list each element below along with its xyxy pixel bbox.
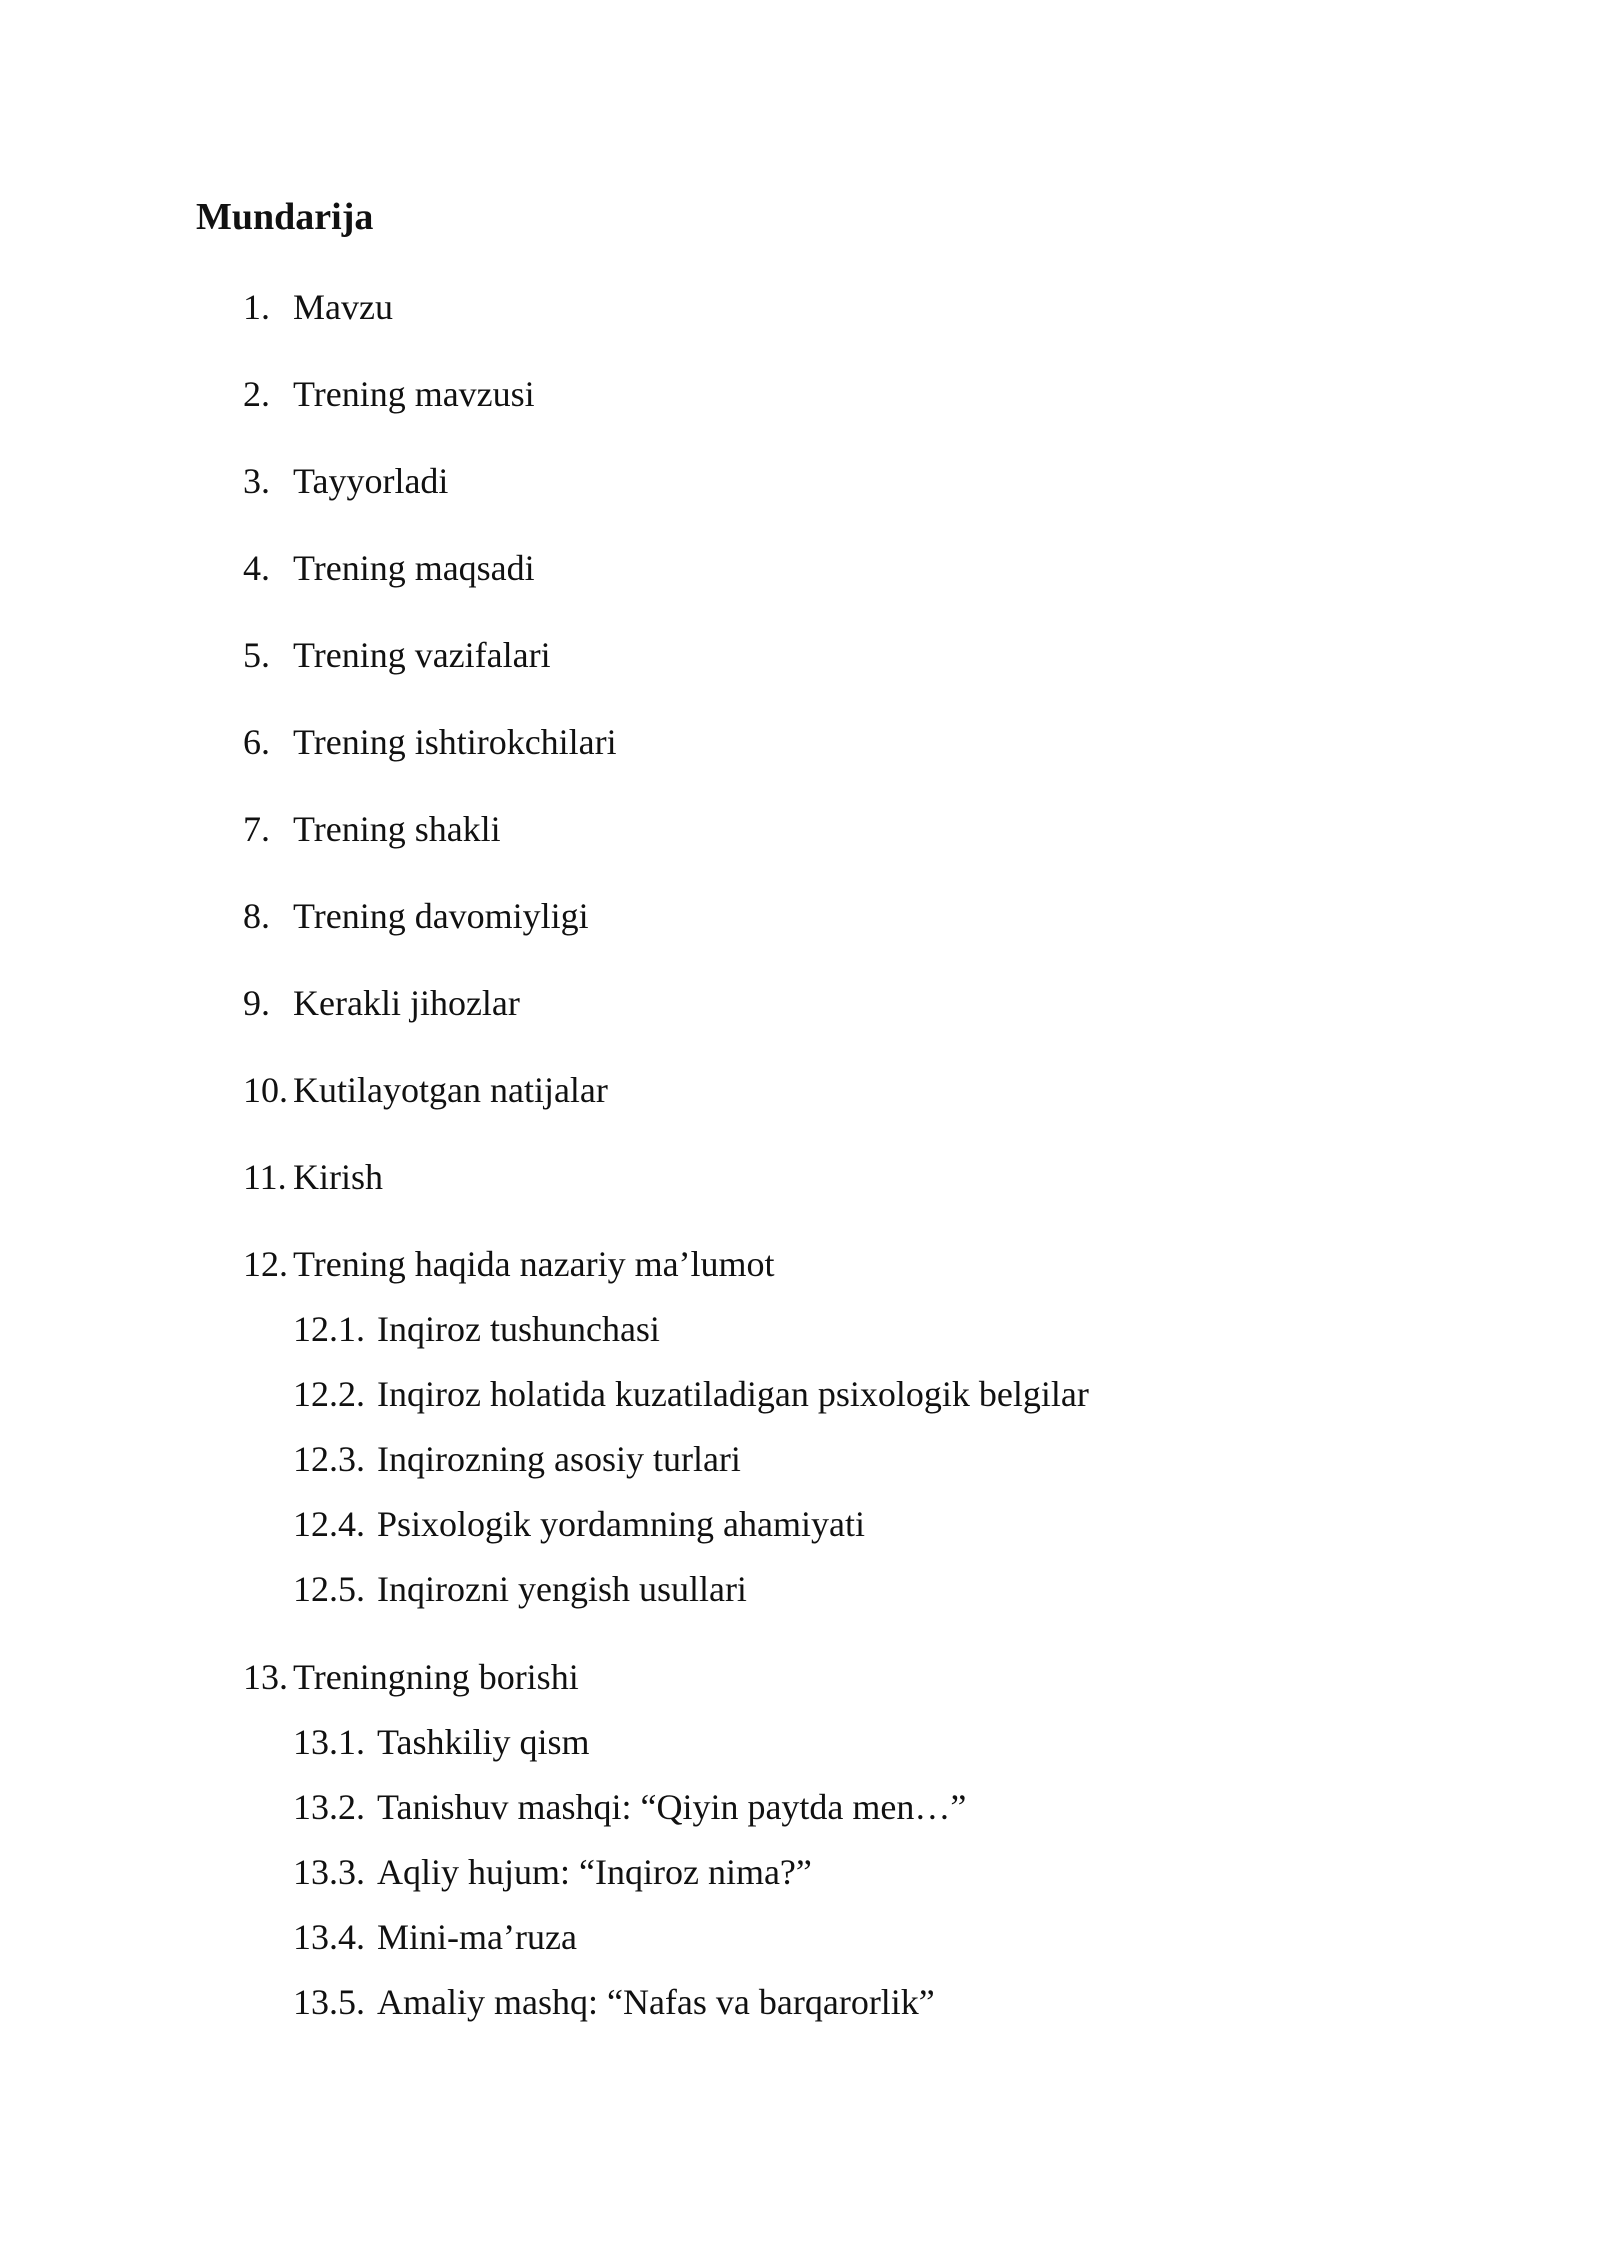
- toc-item-number: 11.: [243, 1157, 287, 1197]
- toc-item-number: 3.: [243, 461, 270, 501]
- toc-item-label: Treningning borishi: [293, 1657, 579, 1697]
- toc-subitem-number: 12.2.: [293, 1374, 365, 1414]
- toc-subitem-label: Psixologik yordamning ahamiyati: [377, 1504, 865, 1544]
- toc-item-number: 4.: [243, 548, 270, 588]
- toc-subitem-label: Amaliy mashq: “Nafas va barqarorlik”: [377, 1982, 935, 2022]
- toc-subitem-label: Tashkiliy qism: [377, 1722, 590, 1762]
- toc-item-number: 2.: [243, 374, 270, 414]
- toc-item-label: Trening ishtirokchilari: [293, 722, 617, 762]
- toc-subitem-number: 12.3.: [293, 1439, 365, 1479]
- toc-subitem-number: 12.4.: [293, 1504, 365, 1544]
- toc-subitem-number: 13.3.: [293, 1852, 365, 1892]
- toc-item-label: Trening haqida nazariy ma’lumot: [293, 1244, 775, 1284]
- toc-subitem-label: Inqiroz tushunchasi: [377, 1309, 660, 1349]
- toc-item-label: Mavzu: [293, 287, 393, 327]
- toc-subitem-number: 13.5.: [293, 1982, 365, 2022]
- toc-item-label: Kutilayotgan natijalar: [293, 1070, 608, 1110]
- toc-item-number: 12.: [243, 1244, 288, 1284]
- toc-item-label: Trening davomiyligi: [293, 896, 589, 936]
- toc-item-label: Trening maqsadi: [293, 548, 535, 588]
- page-title: Mundarija: [196, 196, 374, 238]
- toc-subitem-label: Inqirozning asosiy turlari: [377, 1439, 741, 1479]
- toc-subitem-label: Aqliy hujum: “Inqiroz nima?”: [377, 1852, 812, 1892]
- toc-item-number: 8.: [243, 896, 270, 936]
- toc-item-label: Kirish: [293, 1157, 383, 1197]
- toc-subitem-number: 12.1.: [293, 1309, 365, 1349]
- toc-item-label: Trening mavzusi: [293, 374, 535, 414]
- toc-item-number: 6.: [243, 722, 270, 762]
- toc-subitem-number: 13.2.: [293, 1787, 365, 1827]
- toc-item-label: Kerakli jihozlar: [293, 983, 520, 1023]
- toc-item-number: 13.: [243, 1657, 288, 1697]
- toc-subitem-number: 12.5.: [293, 1569, 365, 1609]
- toc-subitem-label: Inqirozni yengish usullari: [377, 1569, 747, 1609]
- toc-subitem-label: Tanishuv mashqi: “Qiyin paytda men…”: [377, 1787, 967, 1827]
- toc-item-number: 5.: [243, 635, 270, 675]
- toc-subitem-number: 13.4.: [293, 1917, 365, 1957]
- toc-item-label: Trening vazifalari: [293, 635, 551, 675]
- toc-item-label: Trening shakli: [293, 809, 501, 849]
- toc-item-number: 10.: [243, 1070, 288, 1110]
- toc-item-number: 9.: [243, 983, 270, 1023]
- toc-subitem-label: Inqiroz holatida kuzatiladigan psixologik belgilar: [377, 1374, 1089, 1414]
- toc-subitem-number: 13.1.: [293, 1722, 365, 1762]
- toc-item-number: 1.: [243, 287, 270, 327]
- toc-item-number: 7.: [243, 809, 270, 849]
- toc-subitem-label: Mini-ma’ruza: [377, 1917, 577, 1957]
- toc-item-label: Tayyorladi: [293, 461, 449, 501]
